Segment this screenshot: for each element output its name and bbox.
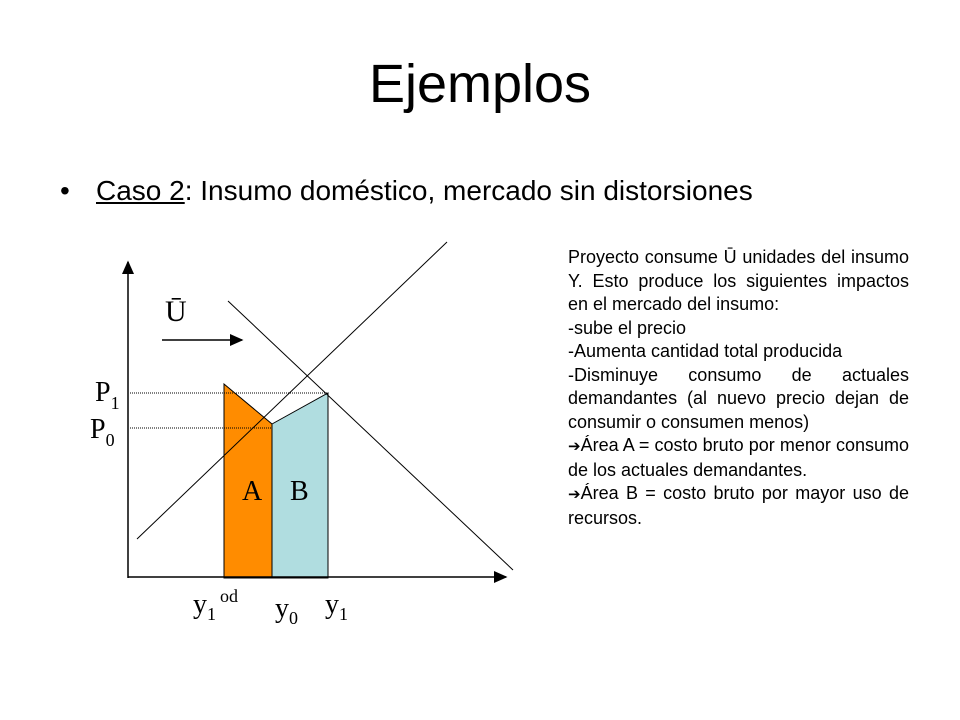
effect-consumption-down: -Disminuye consumo de actuales demandantes (al nuevo precio dejan de consumir o consumen menos) <box>568 364 909 432</box>
case-link[interactable]: Caso 2 <box>96 175 185 206</box>
p0-label: $P_0$ <box>90 414 115 450</box>
area-a-description: ➔Área A = costo bruto por menor consumo de los actuales demandantes. <box>568 435 909 480</box>
bullet-icon: • <box>60 175 70 206</box>
u-bar-label: Ū <box>165 295 187 328</box>
y1-label: $y_1$ <box>325 589 348 624</box>
effect-quantity-up: -Aumenta cantidad total producida <box>568 341 843 361</box>
y1-od-superscript: od <box>220 586 238 606</box>
area-b-label: B <box>290 476 309 507</box>
y1-od-label: $y_1$ <box>193 589 216 624</box>
intro-paragraph: Proyecto consume Ū unidades del insumo Y. Esto produce los siguientes impactos en el mercado del insumo: <box>568 247 909 314</box>
effect-price-up: -sube el precio <box>568 317 687 338</box>
y0-label: $y_0$ <box>275 593 298 628</box>
right-arrow-icon: ➔ <box>568 437 581 455</box>
explanation-text <box>568 246 909 530</box>
right-arrow-icon: ➔ <box>568 485 581 503</box>
slide-title: Ejemplos <box>368 54 592 114</box>
bullet-text: : Insumo doméstico, mercado sin distorsiones <box>184 175 753 206</box>
area-a-label: A <box>242 476 263 507</box>
p1-label: $P_1$ <box>95 377 120 413</box>
area-b-description: ➔Área B = costo bruto por mayor uso de recursos. <box>568 483 909 528</box>
